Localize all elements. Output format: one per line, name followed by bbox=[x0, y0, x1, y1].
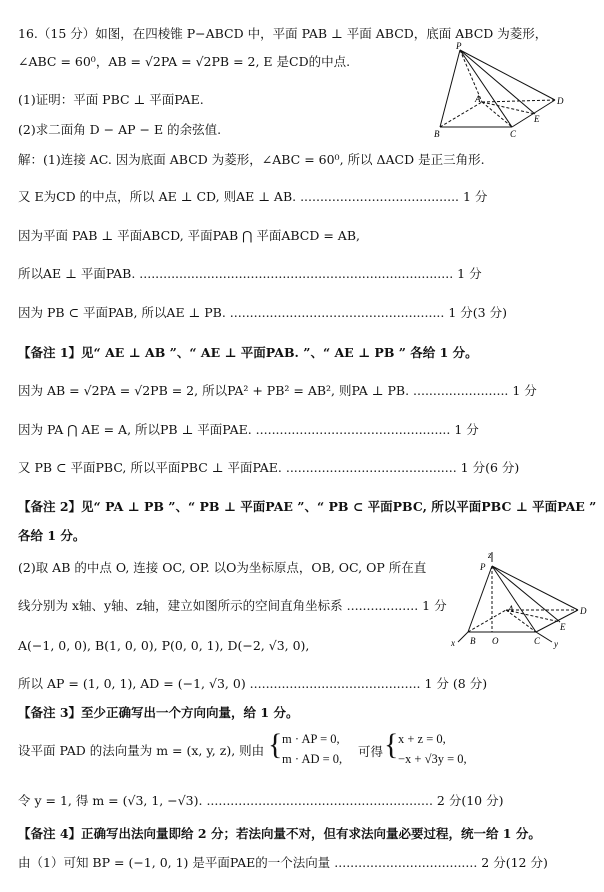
sol-line-8: 因为 PA ⋂ AE = A, 所以PB ⊥ 平面PAE. ................................................. 1 分 bbox=[18, 422, 479, 437]
question-1: (1)证明：平面 PBC ⊥ 平面PAE. bbox=[18, 92, 204, 107]
system-conclusion: 可得 bbox=[358, 745, 384, 759]
remark-1: 【备注 1】见“ AE ⊥ AB ”、“ AE ⊥ 平面PAB. ”、“ AE ⊥ PB ” 各给 1 分。 bbox=[18, 345, 478, 360]
sol-line-4: 所以AE ⊥ 平面PAB. ............................................................................... 1 分 bbox=[18, 266, 482, 281]
sol-line-2: 又 E为CD 的中点，所以 AE ⊥ CD, 则AE ⊥ AB. ........................................ 1 分 bbox=[18, 189, 488, 204]
sol-line-9: 又 PB ⊂ 平面PBC, 所以平面PBC ⊥ 平面PAE. ........................................... 1 分(6 分) bbox=[18, 460, 520, 475]
sol-line-17: 设平面 PAD 的法向量为 m = (x, y, z), 则由 bbox=[18, 743, 265, 758]
pyramid-figure-1 bbox=[430, 42, 570, 142]
fig2-label-P: P bbox=[480, 562, 486, 572]
left-brace-2: { bbox=[384, 728, 399, 761]
fig2-label-B: B bbox=[470, 636, 476, 646]
left-brace-1: { bbox=[268, 728, 283, 761]
sol-line-7: 因为 AB = √2PA = √2PB = 2, 所以PA² + PB² = AB², 则PA ⊥ PB. ........................ 1 分 bbox=[18, 383, 537, 398]
system-eq-1: m · AP = 0, bbox=[282, 732, 340, 746]
sol-line-3: 因为平面 PAB ⊥ 平面ABCD, 平面PAB ⋂ 平面ABCD = AB, bbox=[18, 228, 360, 243]
sol-line-12: (2)取 AB 的中点 O, 连接 OC, OP. 以O为坐标原点，OB, OC, OP 所在直 bbox=[18, 560, 427, 575]
fig1-label-A: A bbox=[475, 94, 481, 104]
system-eq-4: −x + √3y = 0, bbox=[398, 752, 467, 766]
problem-line-2: ∠ABC = 60⁰，AB = √2PA = √2PB = 2, E 是CD的中点. bbox=[18, 54, 351, 69]
remark-3: 【备注 3】至少正确写出一个方向向量，给 1 分。 bbox=[18, 705, 299, 720]
fig2-label-D: D bbox=[580, 606, 587, 616]
problem-line-1: 16.（15 分）如图，在四棱锥 P−ABCD 中，平面 PAB ⊥ 平面 ABCD，底面 ABCD 为菱形， bbox=[18, 26, 548, 41]
pyramid-figure-2 bbox=[448, 552, 593, 652]
fig2-label-E: E bbox=[560, 622, 566, 632]
fig2-label-O: O bbox=[492, 636, 499, 646]
fig1-label-P: P bbox=[456, 42, 462, 51]
fig1-label-D: D bbox=[557, 96, 564, 106]
remark-4: 【备注 4】正确写出法向量即给 2 分；若法向量不对，但有求法向量必要过程，统一给 1 分。 bbox=[18, 826, 541, 841]
fig1-label-B: B bbox=[434, 129, 440, 139]
fig2-label-A: A bbox=[508, 604, 514, 614]
remark-2-line-1: 【备注 2】见“ PA ⊥ PB ”、“ PB ⊥ 平面PAE ”、“ PB ⊂ 平面PBC, 所以平面PBC ⊥ 平面PAE ” bbox=[18, 499, 597, 514]
fig1-label-E: E bbox=[534, 114, 540, 124]
remark-2-line-2: 各给 1 分。 bbox=[18, 528, 86, 543]
sol-line-1: 解：(1)连接 AC. 因为底面 ABCD 为菱形，∠ABC = 60⁰, 所以 ΔACD 是正三角形. bbox=[18, 152, 485, 167]
sol-line-15: 所以 AP = (1, 0, 1), AD = (−1, √3, 0) ........................................... 1 分 (8 分) bbox=[18, 676, 488, 691]
fig2-label-z: z bbox=[488, 552, 492, 560]
sol-line-20: 由（1）可知 BP = (−1, 0, 1) 是平面PAE的一个法向量 .................................... 2 分(12 分) bbox=[18, 855, 548, 870]
system-eq-3: x + z = 0, bbox=[398, 732, 446, 746]
fig2-label-C: C bbox=[534, 636, 541, 646]
sol-line-14: A(−1, 0, 0), B(1, 0, 0), P(0, 0, 1), D(−2, √3, 0), bbox=[18, 638, 310, 653]
system-eq-2: m · AD = 0, bbox=[282, 752, 343, 766]
fig2-label-x: x bbox=[451, 638, 455, 648]
sol-line-5: 因为 PB ⊂ 平面PAB, 所以AE ⊥ PB. ...................................................... 1 分(3 分) bbox=[18, 305, 507, 320]
fig1-label-C: C bbox=[510, 129, 517, 139]
question-2: (2)求二面角 D − AP − E 的余弦值. bbox=[18, 122, 222, 137]
sol-line-18: 令 y = 1, 得 m = (√3, 1, −√3). ......................................................... 2 分(10 分) bbox=[18, 793, 504, 808]
sol-line-13: 线分别为 x轴、y轴、z轴，建立如图所示的空间直角坐标系 .................. 1 分 bbox=[18, 598, 447, 613]
fig2-label-y: y bbox=[554, 639, 558, 649]
